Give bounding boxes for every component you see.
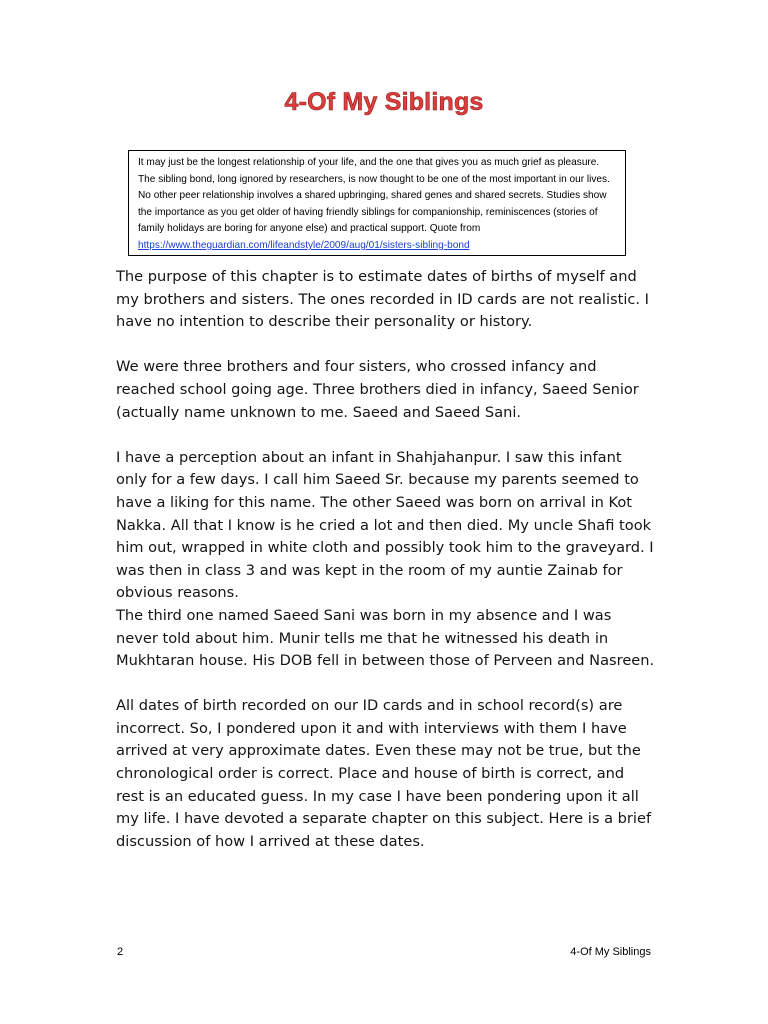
paragraph-infants: I have a perception about an infant in Shahjahanpur. I saw this infant only for a few days. I call him Saeed Sr. because my parents seemed to have a liking for this name. The other Saeed was born on arrival in Kot Nakka. All that I know is he cried a lot and then died. My uncle Shafi took him out, wrapped in white cloth and possibly took him to the graveyard. I was then in class 3 and was kept in the room of my auntie Zainab for obvious reasons. (116, 448, 654, 602)
quote-source-link[interactable]: https://www.theguardian.com/lifeandstyle/2009/aug/01/sisters-sibling-bond (138, 239, 470, 251)
paragraph-purpose: The purpose of this chapter is to estimate dates of births of myself and my brothers and sisters. The ones recorded in ID cards are not realistic. I have no intention to describe their personality or history. (116, 268, 649, 331)
paragraph-saeed-sani: The third one named Saeed Sani was born in my absence and I was never told about him. Munir tells me that he witnessed his death in Mukhtaran house. His DOB fell in between those of Perveen and Nasreen. (116, 606, 655, 670)
chapter-body (116, 266, 656, 853)
page-number: 2 (117, 946, 124, 958)
quote-text: It may just be the longest relationship of your life, and the one that gives you as much grief as pleasure. The sibling bond, long ignored by researchers, is now thought to be one of the most important in our lives. No other peer relationship involves a shared upbringing, shared genes and shared secrets. Studies show the importance as you get older of having friendly siblings for companionship, reminiscences (stories of family holidays are boring for anyone else) and practical support. Quote from (138, 157, 610, 235)
chapter-title: 4-Of My Siblings (284, 88, 484, 116)
quote-box (128, 150, 626, 256)
paragraph-dates: All dates of birth recorded on our ID cards and in school record(s) are incorrect. So, I pondered upon it and with interviews with them I have arrived at very approximate dates. Even these may not be true, but the chronological order is correct. Place and house of birth is correct, and rest is an educated guess. In my case I have been pondering upon it all my life. I have devoted a separate chapter on this subject. Here is a brief discussion of how I arrived at these dates. (116, 697, 652, 850)
footer-chapter-title: 4-Of My Siblings (570, 946, 651, 958)
paragraph-siblings: We were three brothers and four sisters, who crossed infancy and reached school going age. Three brothers died in infancy, Saeed Senior (actually name unknown to me. Saeed and Saeed Sani. (116, 358, 639, 421)
